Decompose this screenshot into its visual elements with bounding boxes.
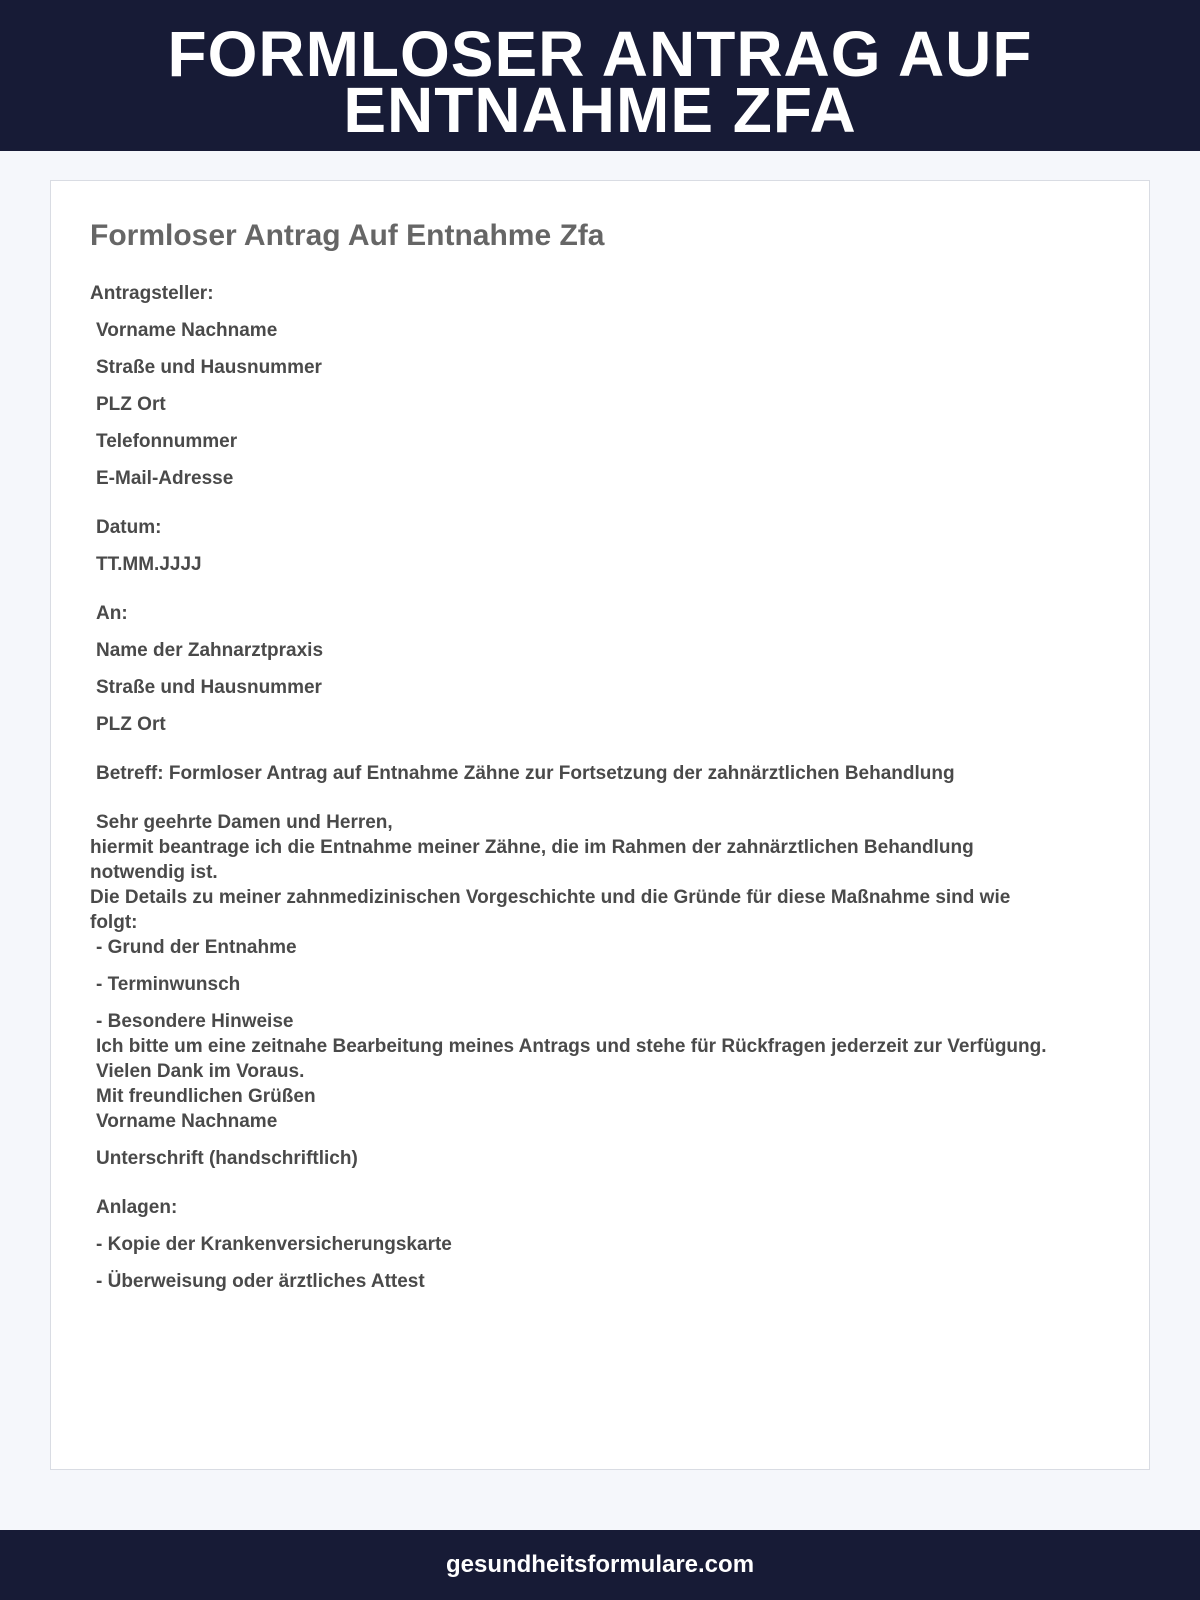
applicant-name: Vorname Nachname [96,320,278,341]
regards-line: Mit freundlichen Grüßen [96,1086,316,1107]
thanks-line: Vielen Dank im Voraus. [96,1061,305,1082]
page-header [0,0,1200,151]
practice-street: Straße und Hausnummer [96,677,322,698]
page-footer [0,1530,1200,1600]
list-item-reason: - Grund der Entnahme [96,937,297,958]
footer-site-name: gesundheitsformulare.com [445,1551,755,1578]
document-card [50,180,1150,1470]
body-line-2: notwendig ist. [90,862,218,883]
closing-request: Ich bitte um eine zeitnahe Bearbeitung meines Antrags und stehe für Rückfragen jederzeit zur Verfügung. [96,1036,1047,1057]
attachment-item-2: - Überweisung oder ärztliches Attest [96,1271,425,1292]
applicant-street: Straße und Hausnummer [96,357,322,378]
applicant-phone: Telefonnummer [96,431,238,452]
applicant-city: PLZ Ort [96,394,166,415]
salutation: Sehr geehrte Damen und Herren, [96,812,393,833]
header-title-line-2: ENTNAHME ZFA [343,74,857,146]
document-title: Formloser Antrag Auf Entnahme Zfa [90,219,605,252]
practice-city: PLZ Ort [96,714,166,735]
body-line-4: folgt: [90,912,138,933]
body-line-1: hiermit beantrage ich die Entnahme meiner Zähne, die im Rahmen der zahnärztlichen Behandlung [90,837,974,858]
list-item-notes: - Besondere Hinweise [96,1011,294,1032]
body-line-3: Die Details zu meiner zahnmedizinischen Vorgeschichte und die Gründe für diese Maßnahme sind wie [90,887,1011,908]
applicant-label: Antragsteller: [90,283,214,304]
attachments-label: Anlagen: [96,1197,178,1218]
attachment-item-1: - Kopie der Krankenversicherungskarte [96,1234,452,1255]
practice-name: Name der Zahnarztpraxis [96,640,324,661]
date-label: Datum: [96,517,162,538]
recipient-label: An: [96,603,128,624]
list-item-appointment: - Terminwunsch [96,974,241,995]
date-value: TT.MM.JJJJ [96,554,202,575]
signature-line: Unterschrift (handschriftlich) [96,1148,358,1169]
applicant-email: E-Mail-Adresse [96,468,234,489]
subject-line: Betreff: Formloser Antrag auf Entnahme Zähne zur Fortsetzung der zahnärztlichen Behandlung [96,763,955,784]
header-title-line-1: FORMLOSER ANTRAG AUF [167,18,1033,90]
signer-name: Vorname Nachname [96,1111,278,1132]
